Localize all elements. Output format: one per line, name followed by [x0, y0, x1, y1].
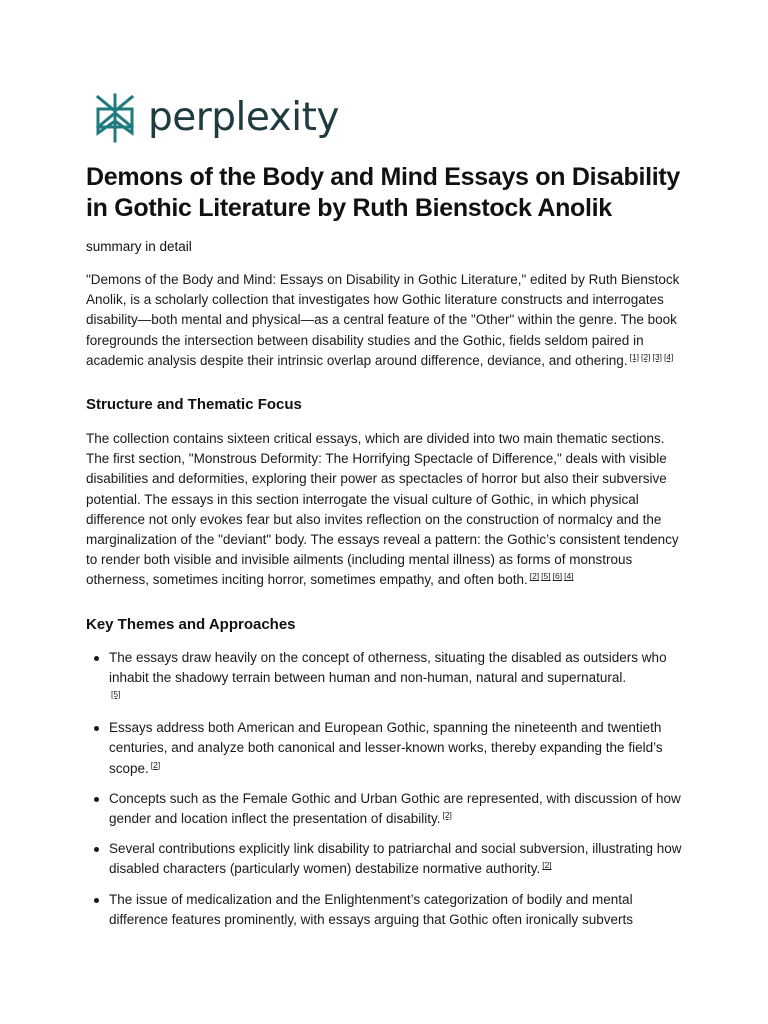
citation-link[interactable]: [3] [652, 351, 662, 362]
perplexity-logo-icon [94, 93, 136, 143]
brand-logo [94, 93, 339, 143]
citation-link[interactable]: [2] [529, 571, 540, 582]
citation-link[interactable]: [4] [564, 571, 574, 582]
document-subtitle: summary in detail [86, 239, 192, 254]
section-heading-structure: Structure and Thematic Focus [86, 396, 302, 414]
citation-link[interactable]: [2] [542, 860, 552, 871]
list-item-text: The issue of medicalization and the Enlightenment’s categorization of bodily and mental difference features prominently, with essays arguing that Gothic often ironically subverts [109, 891, 634, 927]
list-item [86, 718, 682, 779]
list-item-text: The essays draw heavily on the concept of otherness, situating the disabled as outsiders who inhabit the shadowy terrain between human and non-human, natural and supernatural. [109, 649, 667, 685]
list-item-text: Essays address both American and European Gothic, spanning the nineteenth and twentieth centuries, and analyze both canonical and lesser-known works, thereby expanding the field’s scope. [109, 720, 663, 776]
document-body [86, 162, 682, 940]
key-themes-list [86, 648, 682, 930]
citation-link[interactable]: [6] [552, 571, 563, 582]
citation-link[interactable]: [2] [442, 810, 452, 821]
document-title: Demons of the Body and Mind Essays on Disability in Gothic Literature by Ruth Bienstock Anolik [86, 163, 681, 222]
intro-text: "Demons of the Body and Mind: Essays on Disability in Gothic Literature," edited by Ruth Bienstock Anolik, is a scholarly collection that investigates how Gothic literature constructs and interrogates disability—both mental and physical—as a central feature of the "Other" within the genre. The book foregrounds the intersection between disability studies and the Gothic, fields seldom paired in academic analysis despite their intrinsic overlap around difference, deviance, and othering. [86, 272, 680, 368]
list-item [86, 648, 682, 709]
intro-paragraph [86, 270, 682, 371]
structure-paragraph [86, 429, 682, 591]
list-item [86, 789, 682, 829]
citation-link[interactable]: [2] [150, 759, 161, 770]
list-item [86, 890, 682, 930]
structure-text: The collection contains sixteen critical essays, which are divided into two main thematic sections. The first section, "Monstrous Deformity: The Horrifying Spectacle of Difference," deals with visible disabilities and deformities, exploring their power as spectacles of horror but also their subversive potential. The essays in this section interrogate the visual culture of Gothic, in which physical difference not only evokes fear but also invites reflection on the construction of normalcy and the marginalization of the "deviant" body. The essays reveal a pattern: the Gothic’s consistent tendency to render both visible and invisible ailments (including mental illness) as forms of monstrous otherness, sometimes inciting horror, sometimes empathy, and often both. [86, 431, 679, 588]
citation-link[interactable]: [5] [541, 571, 551, 582]
citation-link[interactable]: [1] [629, 351, 640, 362]
brand-name: perplexity [148, 95, 339, 140]
list-item [86, 839, 682, 879]
citation-link[interactable]: [2] [641, 351, 651, 362]
citation-link[interactable]: [5] [111, 689, 121, 700]
citation-link[interactable]: [4] [663, 351, 674, 362]
section-heading-key-themes: Key Themes and Approaches [86, 615, 296, 633]
list-item-text: Several contributions explicitly link disability to patriarchal and social subversion, illustrating how disabled characters (particularly women) destabilize normative authority. [109, 841, 682, 877]
list-item-text: Concepts such as the Female Gothic and Urban Gothic are represented, with discussion of how gender and location inflect the presentation of disability. [109, 790, 681, 827]
